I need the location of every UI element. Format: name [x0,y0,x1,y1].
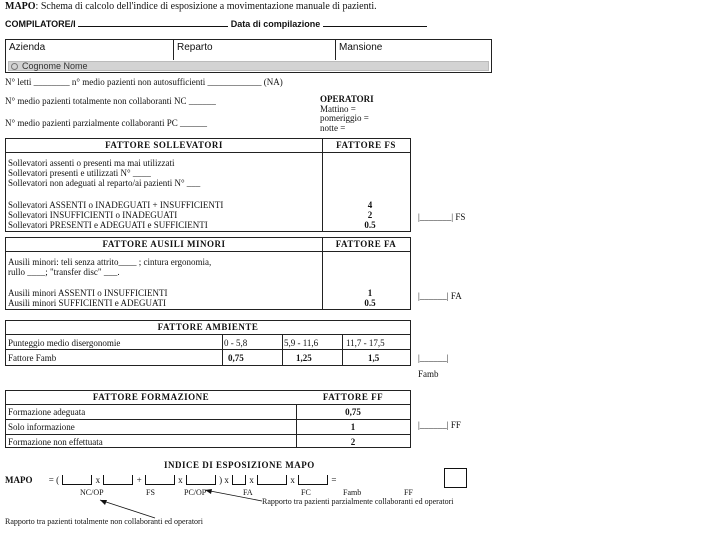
sollevatori-desc3: Sollevatori non adeguati al reparto/ai pazienti N° ___ [8,178,201,188]
ambiente-range-2: 5,9 - 11,6 [284,338,319,348]
ambiente-row2-label: Fattore Famb [8,353,57,363]
ambiente-header: FATTORE AMBIENTE [157,322,259,332]
letti-label: N° letti [5,77,32,87]
label-pc-op: PC/OP [184,488,207,497]
na-suffix: (NA) [263,77,283,87]
sollevatori-desc1: Sollevatori assenti o presenti ma mai utilizzati [8,158,175,168]
ambiente-famb-3: 1,5 [368,353,380,363]
operatori-title: OPERATORI [320,94,374,104]
ambiente-famb-1: 0,75 [228,353,244,363]
formazione-row-1-value: 0,75 [345,407,361,417]
arrow-nc-head [100,500,107,505]
arrow-pc-head [205,489,212,494]
label-fc: FC [301,488,311,497]
ff-result-box[interactable]: |______| FF [418,420,461,430]
sollevatori-fs-header: FATTORE FS [336,140,396,150]
label-fa: FA [243,488,253,497]
pc-field[interactable]: ______ [180,118,208,128]
formazione-row-3-value: 2 [350,437,356,447]
ausili-header: FATTORE AUSILI MINORI [102,239,226,249]
pomeriggio-field[interactable]: pomeriggio = [320,113,369,123]
letti-field[interactable]: ________ [33,77,70,87]
mattino-field[interactable]: Mattino = [320,103,356,114]
formula-open: = ( [48,475,60,485]
label-nc-op: NC/OP [80,488,104,497]
azienda-label: Azienda [9,42,46,53]
formazione-ff-header: FATTORE FF [322,392,384,402]
ausili-fa-header: FATTORE FA [335,239,397,249]
notte-field[interactable]: notte = [320,122,346,133]
ausili-desc2: rullo ____; "transfer disc" ___. [8,267,120,277]
ambiente-row1-label: Punteggio medio disergonomie [8,338,121,348]
formazione-row-2-label: Solo informazione [8,422,75,432]
formula-mapo-label: MAPO [5,475,33,485]
ambiente-range-1: 0 - 5,8 [224,338,248,348]
fs-result-box[interactable]: |_______| FS [418,212,466,222]
reparto-label: Reparto [177,42,213,53]
note-pc: Rapporto tra pazienti parzialmente collaboranti ed operatori [262,497,454,506]
sollevatori-val3: 0.5 [364,220,376,230]
na-field[interactable]: ____________ [207,77,262,87]
famb-result-label: Famb [418,369,439,379]
arrow-pc-line [205,490,262,501]
ausili-val2: 0.5 [364,298,376,308]
sollevatori-val2: 2 [367,210,373,220]
formazione-header: FATTORE FORMAZIONE [92,392,210,402]
title-rest: : Schema di calcolo dell'indice di esposizione a movimentazione manuale di pazienti. [35,1,377,12]
title-bold: MAPO [5,1,36,12]
sollevatori-opt2: Sollevatori INSUFFICIENTI o INADEGUATI [8,210,178,220]
formazione-row-3-label: Formazione non effettuata [8,437,103,447]
arrow-nc-line [100,500,155,518]
ambiente-famb-2: 1,25 [296,353,312,363]
indice-title: INDICE DI ESPOSIZIONE MAPO [164,460,315,470]
sollevatori-val1: 4 [367,200,373,210]
mapo-formula: MAPO = ( x + x ) x x x = [5,475,337,485]
label-fs: FS [146,488,155,497]
label-ff: FF [404,488,413,497]
nc-field[interactable]: ______ [188,96,216,106]
nc-label: N° medio pazienti totalmente non collaboranti NC [5,96,187,106]
formazione-row-1-label: Formazione adeguata [8,407,86,417]
mansione-label: Mansione [339,42,383,53]
date-label: Data di compilazione [230,19,321,29]
pc-label: N° medio pazienti parzialmente collaboranti PC [5,118,178,128]
fa-result-box[interactable]: |______| FA [418,291,462,301]
ausili-opt2: Ausili minori SUFFICIENTI e ADEGUATI [8,298,166,308]
ausili-desc1: Ausili minori: teli senza attrito____ ; cintura ergonomia, [8,257,212,267]
note-nc: Rapporto tra pazienti totalmente non collaboranti ed operatori [5,517,203,526]
sollevatori-header: FATTORE SOLLEVATORI [105,140,223,150]
ambiente-range-3: 11,7 - 17,5 [346,338,385,348]
na-label: n° medio pazienti non autosufficienti [71,77,206,87]
famb-result-box[interactable]: |______| [418,353,449,363]
name-input-placeholder: Cognome Nome [22,61,88,71]
label-famb: Famb [343,488,362,497]
sollevatori-opt3: Sollevatori PRESENTI e ADEGUATI e SUFFICIENTI [8,220,208,230]
sollevatori-opt1: Sollevatori ASSENTI o INADEGUATI + INSUFFICIENTI [8,200,224,210]
ausili-opt1: Ausili minori ASSENTI o INSUFFICIENTI [8,288,168,298]
formazione-row-2-value: 1 [350,422,356,432]
ausili-val1: 1 [367,288,373,298]
sollevatori-desc2: Sollevatori presenti e utilizzati N° ____ [8,168,151,178]
compilatore-label: COMPILATORE/I [5,19,76,29]
